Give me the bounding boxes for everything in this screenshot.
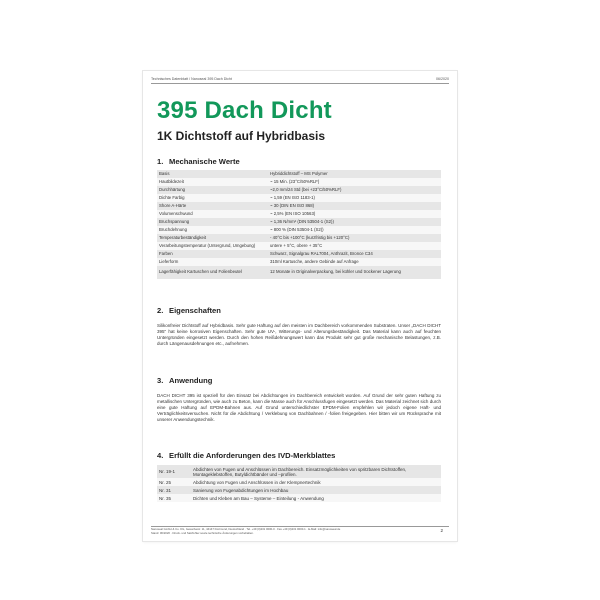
spec-key: Shore A-Härte (157, 202, 268, 210)
spec-key: Lieferform (157, 258, 268, 266)
spec-key: Durchhärtung (157, 186, 268, 194)
mechanical-values-table (157, 170, 441, 279)
running-header-title: Technisches Datenblatt / Nanoseal 395 Dach Dicht (151, 77, 232, 81)
section-number: 1. (157, 157, 164, 166)
ivd-number: Nr. 35 (157, 494, 191, 502)
spec-value: ~ 1,59 (EN ISO 1183-1) (268, 194, 441, 202)
running-header-date: 06/2020 (436, 77, 449, 81)
spec-value: ~ 15 Min. (23°C/50%RLF) (268, 178, 441, 186)
table-row (157, 226, 441, 234)
section-heading-application (157, 376, 212, 385)
spec-key: Volumenschwund (157, 210, 268, 218)
table-row (157, 486, 441, 494)
ivd-number: Nr. 31 (157, 486, 191, 494)
table-row (157, 202, 441, 210)
section-heading-properties (157, 306, 221, 315)
table-row (157, 210, 441, 218)
page-number: 2 (440, 528, 443, 533)
spec-key: Lagerfähigkeit Kartuschen und Folienbeutel (157, 266, 268, 279)
table-row (157, 242, 441, 250)
ivd-description: Abdichten von Fugen und Anschlüssen im Dachbereich. Einsatzmöglichkeiten von spritzbaren Dichtstoffen, Montageklebstoffen, Butyldichtbänder und –profilen. (191, 465, 441, 478)
header-divider (151, 83, 449, 84)
spec-value: ~ 1,36 N/mm² (DIN 53504-1 (S2)) (268, 218, 441, 226)
spec-key: Farben (157, 250, 268, 258)
spec-value: - 40°C bis +100°C (kurzfristig bis +120°C) (268, 234, 441, 242)
section-title: Anwendung (169, 376, 213, 385)
ivd-number: Nr. 19-1 (157, 465, 191, 478)
properties-paragraph: Silikonfreier Dichtstoff auf Hybridbasis. Sehr gute Haftung auf den meisten im Dachbereich vorkommenden Substraten. Unser „DACH DICHT 395" hat keine korrosiven Eigenschaften. Sehr gute UV-, Witterungs- und Alterungsbeständigkeit. Das Material kann auch auf feuchten Untergründen eingesetzt werden. Durch den hohen Reißdehnungswert kann das Produkt sehr gut große mechanische Belastungen, z.B. durch Längenausdehnungen etc., aufnehmen. (157, 323, 441, 346)
footer-address: Nanoseal GmbH & Co. KG, Gewerbestr. 11, 44147 Dortmund, Deutschland · Tel. +49 (0)231 0000-0 · Fax +49 (0)231 0000-1 · E-Mail: info@nanoseal.de (151, 527, 341, 531)
spec-value: ~ 30 (DIN EN ISO 868) (268, 202, 441, 210)
spec-value: ~ 2,5% (EN ISO 10563) (268, 210, 441, 218)
spec-value: Hybriddichtstoff – MS Polymer (268, 170, 441, 178)
table-row (157, 250, 441, 258)
spec-key: Basis (157, 170, 268, 178)
section-title: Mechanische Werte (169, 157, 240, 166)
spec-value: ~ 800 % (DIN 53504-1 (S2)) (268, 226, 441, 234)
spec-key: Dichte Farbig (157, 194, 268, 202)
section-number: 4. (157, 451, 164, 460)
product-subtitle: 1K Dichtstoff auf Hybridbasis (157, 129, 326, 143)
table-row (157, 478, 441, 486)
ivd-description: Abdichtung von Fugen und Anschlüssen in der Klempnertechnik (191, 478, 441, 486)
spec-key: Temperaturbeständigkeit (157, 234, 268, 242)
ivd-number: Nr. 25 (157, 478, 191, 486)
table-row (157, 186, 441, 194)
spec-value: ~2,0 mm/24 Std (bei +23°C/50%RLF) (268, 186, 441, 194)
table-row (157, 465, 441, 478)
table-row (157, 218, 441, 226)
table-row (157, 266, 441, 279)
ivd-description: Sanierung von Fugenabdichtungen im Hochbau (191, 486, 441, 494)
footer-text (151, 528, 431, 535)
table-row (157, 178, 441, 186)
datasheet-page (143, 71, 457, 541)
running-header (151, 77, 449, 81)
application-paragraph: DACH DICHT 395 ist speziell für den Einsatz bei Abdichtungen im Dachbereich entwickelt worden. Auf Grund der sehr guten Haftung zu metallischen Untergründen, wie auch zu Beton, kann die Masse auch für Anschlussfugen eingesetzt werden. Das Material zeichnet sich durch eine gute Haftung auf EPDM-Bahnen aus. Auf Grund unterschiedlichster EPDM-Folien empfehlen wir jedoch eigene Haft- und Verträglichkeitsversuchen. Nicht für die Abdichtung / Verklebung von Dachbahnen / -folien freigegeben. Hier bitten wir um Rücksprache mit unserer Anwendungstechnik. (157, 393, 441, 422)
spec-value: untere + 5°C, obere + 35°C (268, 242, 441, 250)
product-title: 395 Dach Dicht (157, 97, 332, 124)
spec-value: Schwarz, Signalgrau RAL7004, Anthrazit, Bronce C34 (268, 250, 441, 258)
spec-key: Hautbildezeit (157, 178, 268, 186)
spec-key: Verarbeitungstemperatur (Untergrund, Umgebung) (157, 242, 268, 250)
footer-note: Stand: 06/2020 · Druck- und Satzfehler sowie technische Änderungen vorbehalten. (151, 530, 254, 535)
spec-value: 12 Monate in Originalverpackung, bei kühler und trockener Lagerung (268, 266, 441, 279)
section-heading-ivd (157, 451, 335, 460)
spec-key: Bruchdehnung (157, 226, 268, 234)
section-number: 2. (157, 306, 164, 315)
table-row (157, 494, 441, 502)
section-title: Eigenschaften (169, 306, 221, 315)
ivd-description: Dichten und Kleben am Bau – Systeme – Einteilung - Anwendung (191, 494, 441, 502)
table-row (157, 194, 441, 202)
section-heading-mechanical (157, 157, 240, 166)
spec-key: Bruchspannung (157, 218, 268, 226)
table-row (157, 170, 441, 178)
table-row (157, 234, 441, 242)
section-number: 3. (157, 376, 164, 385)
spec-value: 310ml Kartusche, andere Gebinde auf Anfrage (268, 258, 441, 266)
ivd-requirements-table (157, 465, 441, 502)
table-row (157, 258, 441, 266)
section-title: Erfüllt die Anforderungen des IVD-Merkblattes (169, 451, 336, 460)
